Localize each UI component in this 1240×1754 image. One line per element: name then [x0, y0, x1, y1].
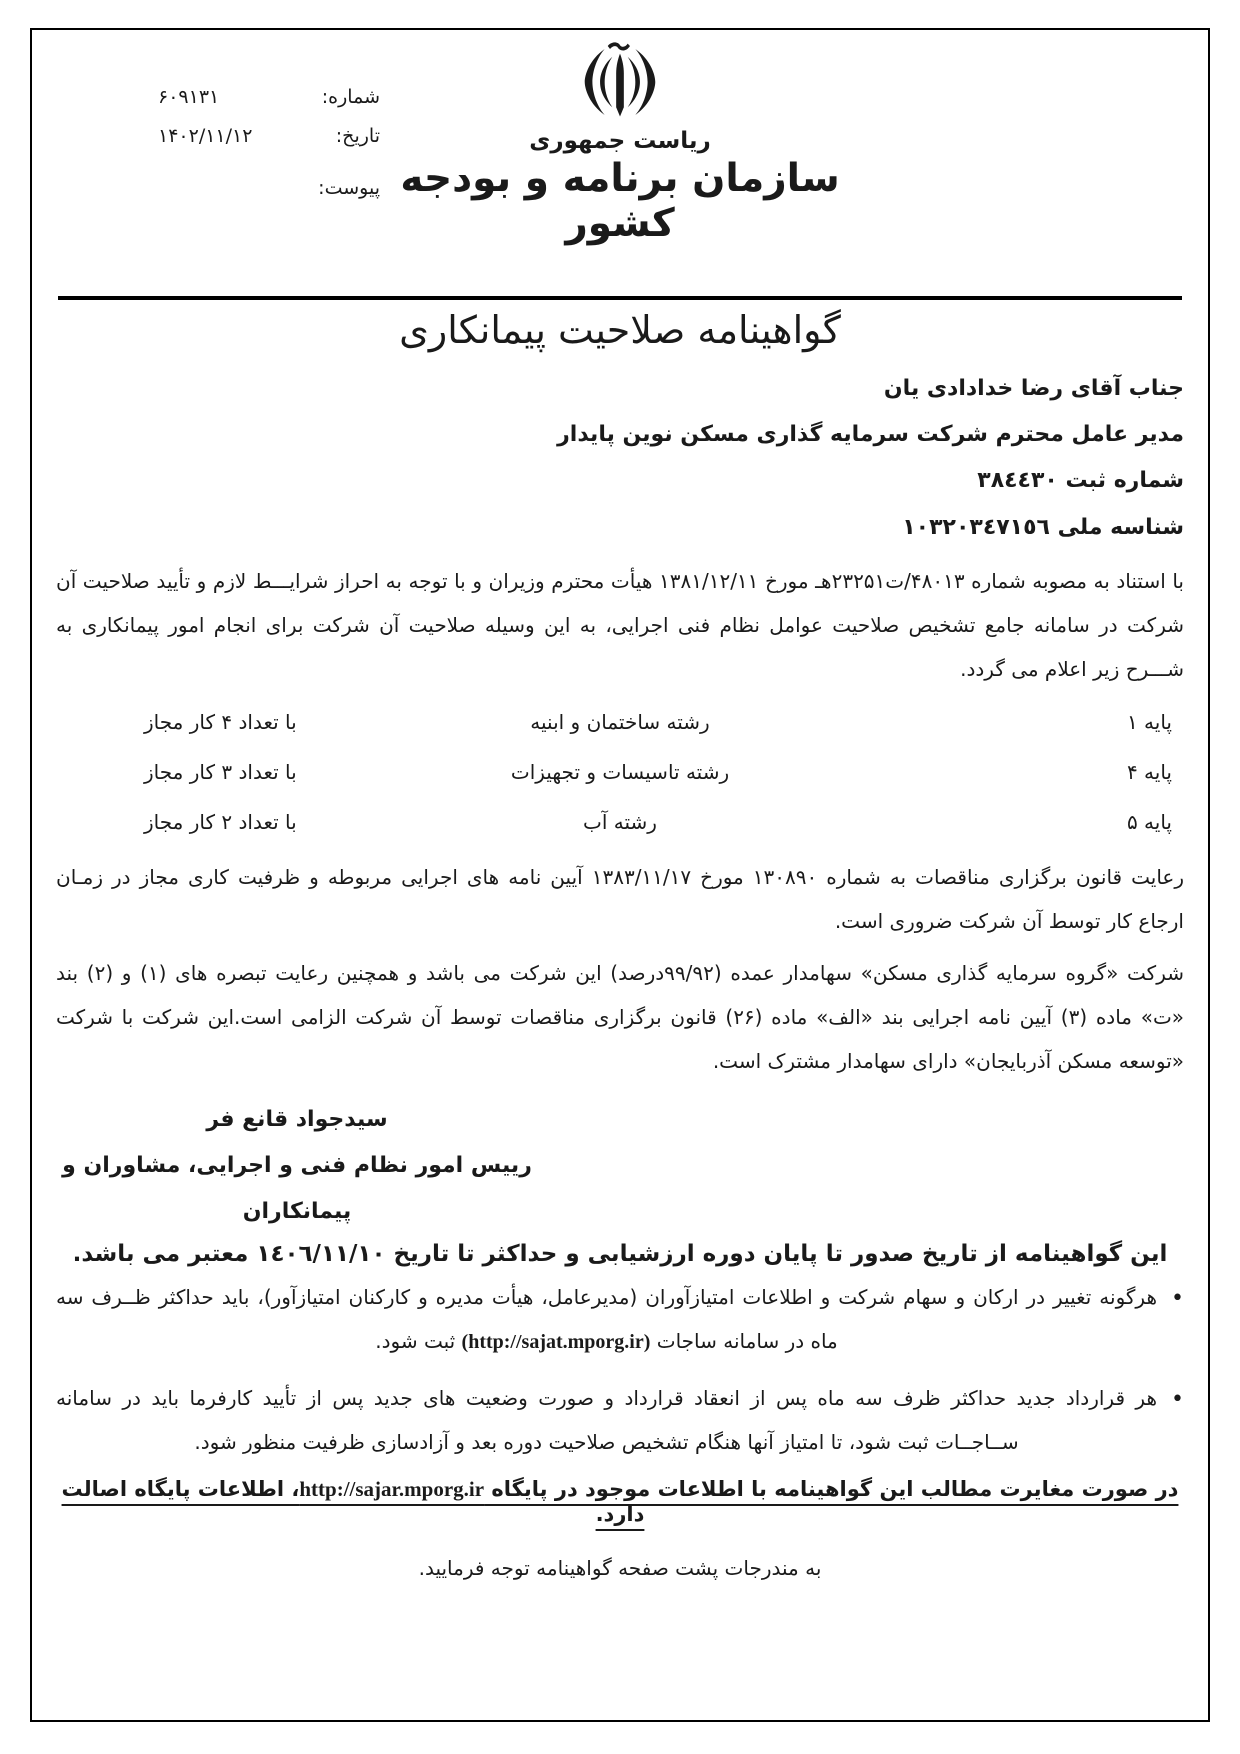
signatory-name: سیدجواد قانع فر	[206, 1106, 388, 1132]
grade-table	[56, 697, 1184, 847]
signature-block	[62, 1097, 532, 1236]
bullet-item-changes	[56, 1275, 1184, 1364]
validity-statement: این گواهینامه از تاریخ صدور تا پایان دوره ارزشیابی و حداکثر تا تاریخ ١٤٠٦/١١/١٠ معتبر می باشد.	[72, 1241, 1168, 1268]
grade-capacity: با تعداد ۴ کار مجاز	[144, 709, 297, 734]
back-page-note: به مندرجات پشت صفحه گواهینامه توجه فرمایید.	[418, 1556, 822, 1581]
signatory-role: رییس امور نظام فنی و اجرایی، مشاوران و پیمانکاران	[62, 1152, 532, 1225]
letter-date-label: تاریخ:	[335, 125, 380, 147]
grade-capacity: با تعداد ۳ کار مجاز	[144, 759, 297, 784]
letter-number-label: شماره:	[321, 86, 380, 108]
letter-date-value: ۱۴۰۲/۱۱/۱۲	[158, 125, 253, 147]
page-border-frame	[30, 28, 1210, 1722]
grade-level: پایه ۴	[1126, 759, 1172, 784]
addressee-block	[56, 366, 1184, 551]
bullet-icon: •	[1171, 1286, 1184, 1312]
certificate-title: گواهینامه صلاحیت پیمانکاری	[399, 308, 841, 352]
bullet-item-contracts	[56, 1376, 1184, 1465]
grade-row	[56, 797, 1184, 847]
grade-capacity: با تعداد ۲ کار مجاز	[144, 809, 297, 834]
disclaimer-post: ، اطلاعات پایگاه اصالت دارد.	[61, 1477, 645, 1527]
intro-paragraph: با استناد به مصوبه شماره ۴۸۰۱۳/ت۲۳۲۵۱هـ مورخ ۱۳۸۱/۱۲/۱۱ هیأت محترم وزیران و با توجه به احراز شرایـــط لازم و تأیید صلاحیت آن شرکت در سامانه جامع تشخیص صلاحیت عوامل نظام فنی اجرایی، به این وسیله صلاحیت آن شرکت برای انجام امور پیمانکاری به شـــرح زیر اعلام می گردد.	[56, 568, 1184, 681]
letterhead	[56, 30, 1184, 296]
tender-law-note: رعایت قانون برگزاری مناقصات به شماره ۱۳۰۸۹۰ مورخ ۱۳۸۳/۱۱/۱۷ آیین نامه های اجرایی مربوطه و ظرفیت کاری مجاز در زمـان ارجاع کار توسط آن شرکت ضروری است.	[56, 864, 1185, 933]
bullet-text	[56, 1376, 1157, 1465]
header-separator	[58, 296, 1182, 300]
addressee-name: جناب آقای رضا خدادادی یان	[883, 376, 1184, 401]
addressee-role: مدیر عامل محترم شرکت سرمایه گذاری مسکن نوین پایدار	[557, 422, 1184, 448]
grade-level: پایه ۱	[1126, 709, 1172, 734]
letter-number-value: ۶۰۹۱۳۱	[158, 86, 220, 108]
grade-level: پایه ۵	[1126, 809, 1172, 834]
bullet-text-pre: هرگونه تغییر در ارکان و سهام شرکت و اطلاعات امتیازآوران (مدیرعامل، هیأت مدیره و کارکنان امتیازآور)، باید حداکثر ظــرف سه ماه در سامانه ساجات	[56, 1285, 1158, 1354]
registration-number: شماره ثبت ٣٨٤٤٣٠	[977, 468, 1184, 494]
presidency-caption: ریاست جمهوری	[529, 128, 711, 154]
bullet-text	[56, 1275, 1157, 1364]
bullet-text-pre: هر قرارداد جدید حداکثر ظرف سه ماه پس از انعقاد قرارداد و صورت وضعیت های جدید پس از تأیید کارفرما باید در سامانه ســاجــات ثبت شود، تا امتیاز آنها هنگام تشخیص صلاحیت دوره بعد و آزادسازی ظرفیت منظور شود.	[56, 1386, 1158, 1455]
grade-row	[56, 747, 1184, 797]
authenticity-disclaimer	[56, 1477, 1184, 1526]
grade-field: رشته تاسیسات و تجهیزات	[510, 759, 730, 784]
grade-field: رشته ساختمان و ابنیه	[530, 709, 710, 734]
shareholder-note: شرکت «گروه سرمایه گذاری مسکن» سهامدار عمده (۹۹/۹۲درصد) این شرکت می باشد و همچنین رعایت تبصره های (۱) و (۲) بند «ت» ماده (۳) آیین نامه اجرایی بند «الف» ماده (۲۶) قانون برگزاری مناقصات توسط آن شرکت الزامی است.این شرکت با شرکت «توسعه مسکن آذربایجان» دارای سهامدار مشترک است.	[56, 960, 1185, 1073]
organization-name: سازمان برنامه و بودجه کشور	[400, 156, 840, 246]
grade-row	[56, 697, 1184, 747]
national-id: شناسه ملی ١٠٣٢٠٣٤٧١٥٦	[902, 514, 1184, 540]
bullet-text-post: ثبت شود.	[375, 1329, 462, 1354]
organization-logo	[340, 38, 900, 246]
iran-emblem-icon	[574, 38, 666, 126]
letter-attachment-label: پیوست:	[318, 177, 380, 199]
bullet-icon: •	[1171, 1387, 1184, 1413]
sajar-url: http://sajar.mporg.ir	[299, 1477, 485, 1502]
grade-field: رشته آب	[583, 809, 657, 834]
disclaimer-pre: در صورت مغایرت مطالب این گواهینامه با اطلاعات موجود در پایگاه	[484, 1477, 1179, 1502]
sajat-url: (http://sajat.mporg.ir)	[461, 1331, 651, 1354]
